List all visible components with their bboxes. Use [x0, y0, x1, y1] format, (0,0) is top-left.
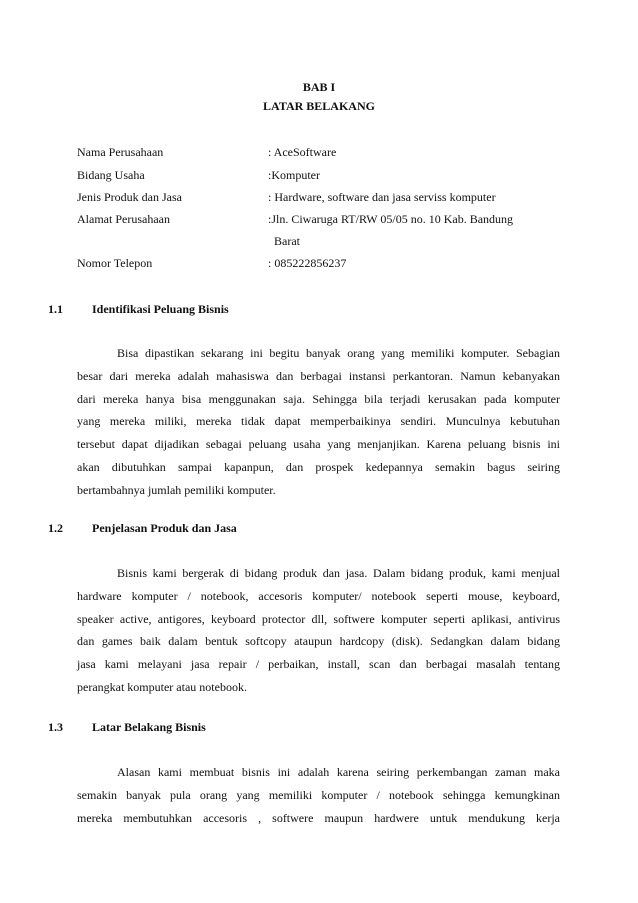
paragraph-line: dan games baik dalam bentuk softcopy ataupun hardcopy (disk). Sedangkan dalam bidang: [77, 634, 560, 649]
section-title: Latar Belakang Bisnis: [92, 720, 206, 734]
paragraph-line: Alasan kami membuat bisnis ini adalah karena seiring perkembangan zaman maka: [117, 765, 560, 779]
section-number: 1.3: [48, 720, 63, 734]
section-title: Identifikasi Peluang Bisnis: [92, 302, 229, 316]
info-label-products: Jenis Produk dan Jasa: [77, 190, 182, 204]
info-label-field: Bidang Usaha: [77, 168, 145, 182]
info-value-phone: : 085222856237: [268, 256, 347, 270]
section-title: Penjelasan Produk dan Jasa: [92, 521, 237, 535]
info-value-products: : Hardware, software dan jasa serviss komputer: [268, 190, 496, 204]
info-label-address: Alamat Perusahaan: [77, 212, 170, 226]
paragraph-line: speaker active, antigores, keyboard protector dll, softwere komputer seperti aplikasi, antivirus: [77, 611, 560, 626]
paragraph-line: semakin banyak pula orang yang memiliki komputer / notebook sehingga kemungkinan: [77, 787, 560, 802]
paragraph-line: hardware komputer / notebook, accesoris komputer/ notebook seperti mouse, keyboard,: [77, 588, 560, 603]
paragraph-line: jasa kami melayani jasa repair / perbaikan, install, scan dan berbagai masalah tentang: [77, 657, 560, 672]
info-value-name: : AceSoftware: [268, 145, 337, 159]
section-paragraph: [77, 342, 560, 502]
paragraph-line: Bisnis kami bergerak di bidang produk dan jasa. Dalam bidang produk, kami menjual: [117, 566, 560, 580]
paragraph-line: Bisa dipastikan sekarang ini begitu banyak orang yang memiliki komputer. Sebagian: [117, 346, 560, 360]
section-paragraph: [77, 562, 560, 699]
paragraph-line: mereka membutuhkan accesoris , softwere maupun hardwere untuk mendukung kerja: [77, 810, 560, 825]
paragraph-line: yang mereka miliki, mereka tidak dapat memperbaikinya sendiri. Munculnya kebutuhan: [77, 414, 560, 429]
info-value-field: :Komputer: [268, 168, 320, 182]
paragraph-line: perangkat komputer atau notebook.: [77, 679, 247, 694]
info-value-address: :Jln. Ciwaruga RT/RW 05/05 no. 10 Kab. Bandung: [268, 212, 514, 226]
info-label-name: Nama Perusahaan: [77, 145, 164, 159]
info-label-phone: Nomor Telepon: [77, 256, 153, 270]
paragraph-line: akan dibutuhkan sampai kapanpun, dan prospek kedepannya semakin bagus seiring: [77, 459, 560, 474]
paragraph-line: tersebut dapat dijadikan sebagai peluang usaha yang menjanjikan. Karena peluang bisnis ini: [77, 437, 560, 452]
section-paragraph: [77, 761, 560, 829]
paragraph-line: besar dari mereka adalah mahasiswa dan berbagai instansi perkantoran. Namun kebanyakan: [77, 368, 560, 383]
paragraph-line: bertambahnya jumlah pemiliki komputer.: [77, 482, 276, 497]
section-number: 1.2: [48, 521, 63, 535]
section-number: 1.1: [48, 302, 63, 316]
paragraph-line: dari mereka hanya bisa menggunakan saja. Sehingga bila terjadi kerusakan pada komputer: [77, 391, 560, 406]
chapter-heading: BAB I: [302, 80, 336, 94]
info-value-address-cont: Barat: [274, 234, 300, 248]
chapter-title: LATAR BELAKANG: [263, 99, 375, 113]
